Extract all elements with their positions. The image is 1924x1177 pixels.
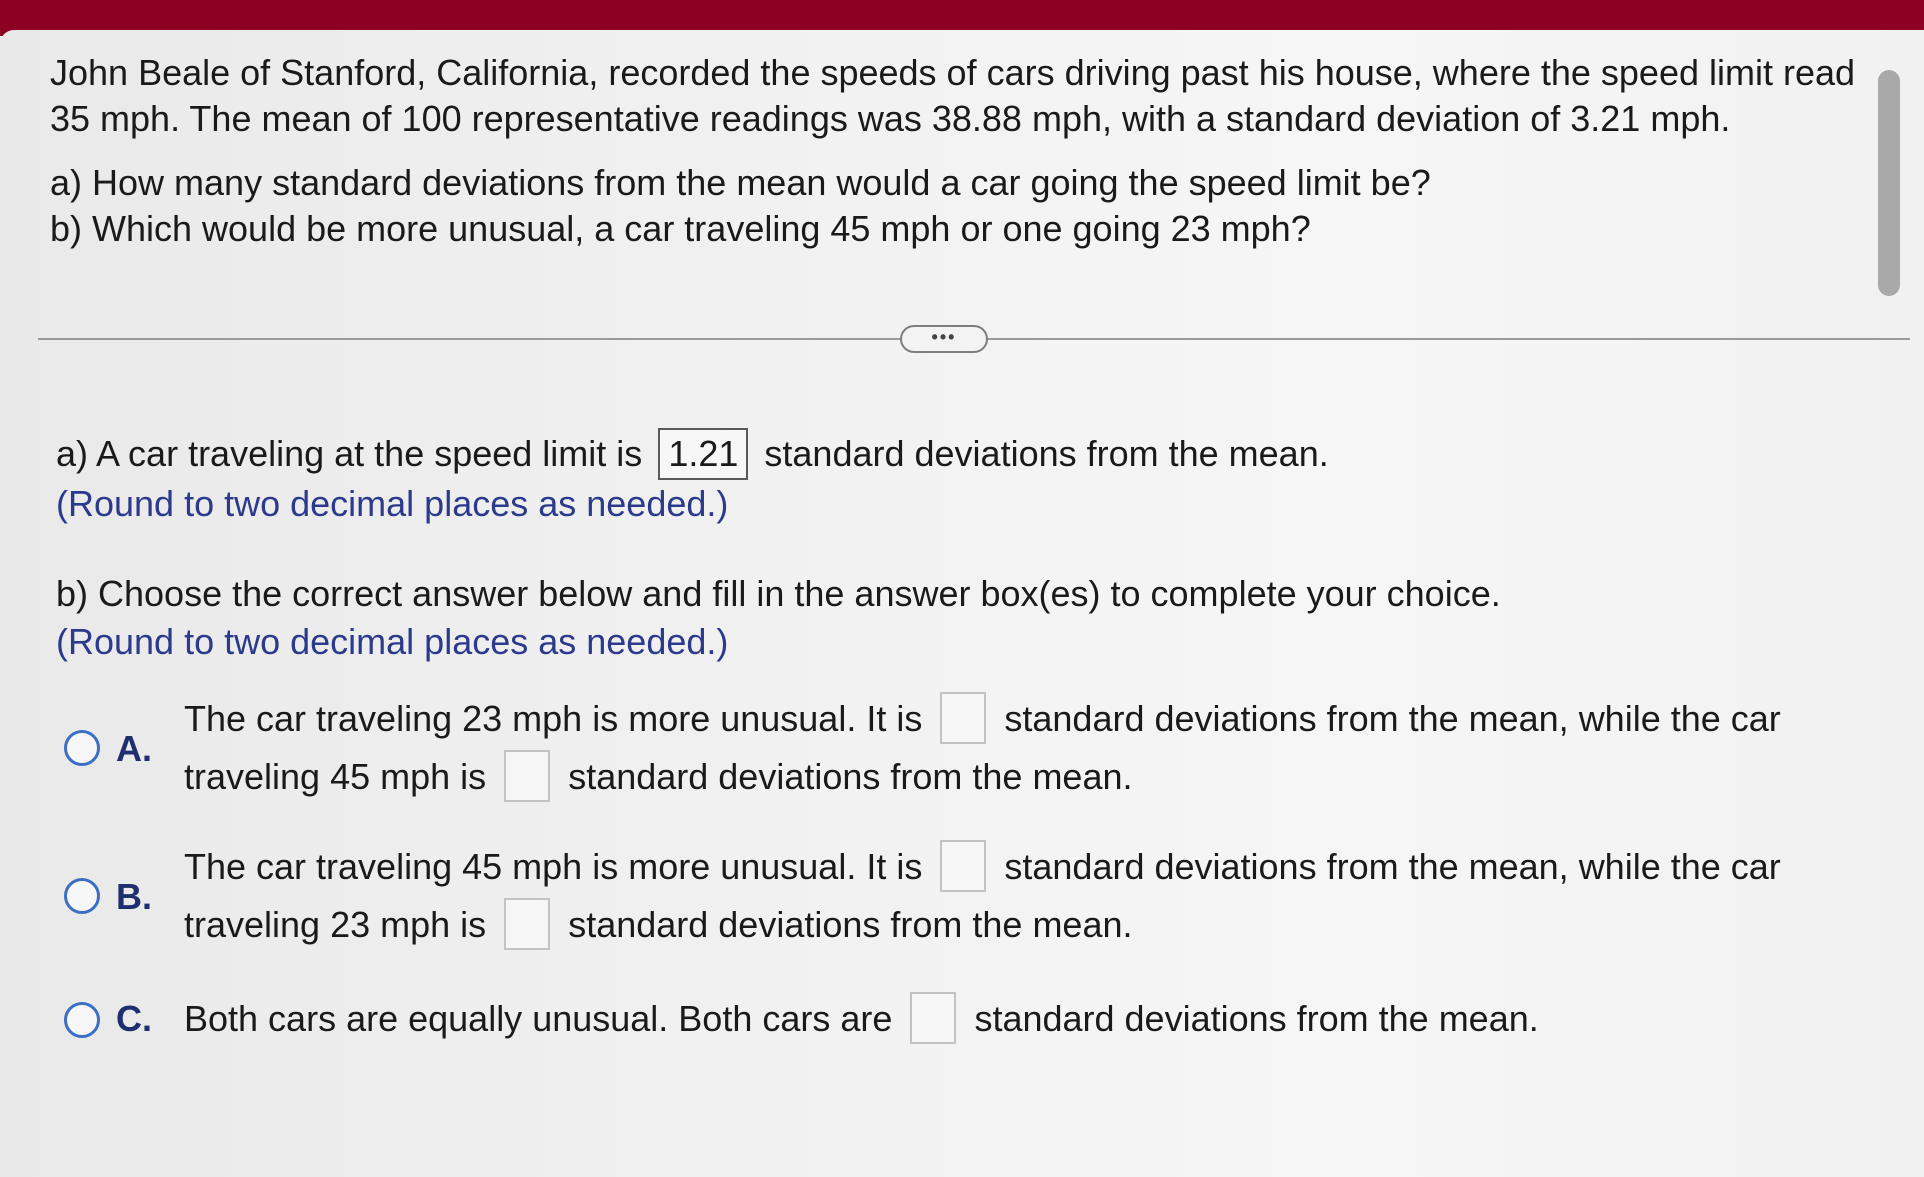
option-a-input-1[interactable] xyxy=(940,692,986,744)
option-c[interactable] xyxy=(64,990,1884,1054)
question-intro-line-2: 35 mph. The mean of 100 representative readings was 38.88 mph, with a standard deviation of 3.21 mph. xyxy=(50,98,1731,139)
option-a-input-2[interactable] xyxy=(504,750,550,802)
option-c-input-1[interactable] xyxy=(910,992,956,1044)
answer-a-hint: (Round to two decimal places as needed.) xyxy=(56,483,729,524)
option-c-text-1: Both cars are equally unusual. Both cars are xyxy=(184,998,893,1039)
option-a-text-2: standard deviations from the mean, while the car xyxy=(1004,698,1781,739)
answer-a-input[interactable]: 1.21 xyxy=(658,428,748,480)
option-b-text-4: standard deviations from the mean. xyxy=(568,904,1133,945)
option-a-text-4: standard deviations from the mean. xyxy=(568,756,1133,797)
option-b[interactable] xyxy=(64,838,1884,968)
option-a-text-1: The car traveling 23 mph is more unusual. It is xyxy=(184,698,923,739)
option-b-input-1[interactable] xyxy=(940,840,986,892)
answer-a-block xyxy=(56,428,1896,528)
option-a-text-3: traveling 45 mph is xyxy=(184,756,487,797)
option-a-letter: A. xyxy=(116,728,152,769)
answer-b-instruction: b) Choose the correct answer below and fill in the answer box(es) to complete your choice. xyxy=(56,573,1501,614)
option-b-letter: B. xyxy=(116,876,152,917)
answer-b-block xyxy=(56,570,1896,666)
question-text xyxy=(50,50,1880,252)
expand-more-button[interactable]: ••• xyxy=(900,325,988,353)
option-c-radio[interactable] xyxy=(64,1002,100,1038)
question-part-a: a) How many standard deviations from the mean would a car going the speed limit be? xyxy=(50,162,1431,203)
question-part-b: b) Which would be more unusual, a car traveling 45 mph or one going 23 mph? xyxy=(50,208,1311,249)
option-a[interactable] xyxy=(64,690,1884,820)
scrollbar-thumb[interactable] xyxy=(1878,70,1900,296)
answer-a-prefix: a) A car traveling at the speed limit is xyxy=(56,433,643,474)
option-c-text-2: standard deviations from the mean. xyxy=(974,998,1539,1039)
answer-a-suffix: standard deviations from the mean. xyxy=(764,433,1329,474)
answer-b-hint: (Round to two decimal places as needed.) xyxy=(56,621,729,662)
question-page xyxy=(0,30,1924,1177)
option-c-letter: C. xyxy=(116,998,152,1039)
option-b-text-3: traveling 23 mph is xyxy=(184,904,487,945)
option-b-text-2: standard deviations from the mean, while the car xyxy=(1004,846,1781,887)
option-b-radio[interactable] xyxy=(64,878,100,914)
option-b-text-1: The car traveling 45 mph is more unusual. It is xyxy=(184,846,923,887)
question-intro-line-1: John Beale of Stanford, California, recorded the speeds of cars driving past his house, where the speed limit read xyxy=(50,52,1856,93)
option-b-input-2[interactable] xyxy=(504,898,550,950)
option-a-radio[interactable] xyxy=(64,730,100,766)
